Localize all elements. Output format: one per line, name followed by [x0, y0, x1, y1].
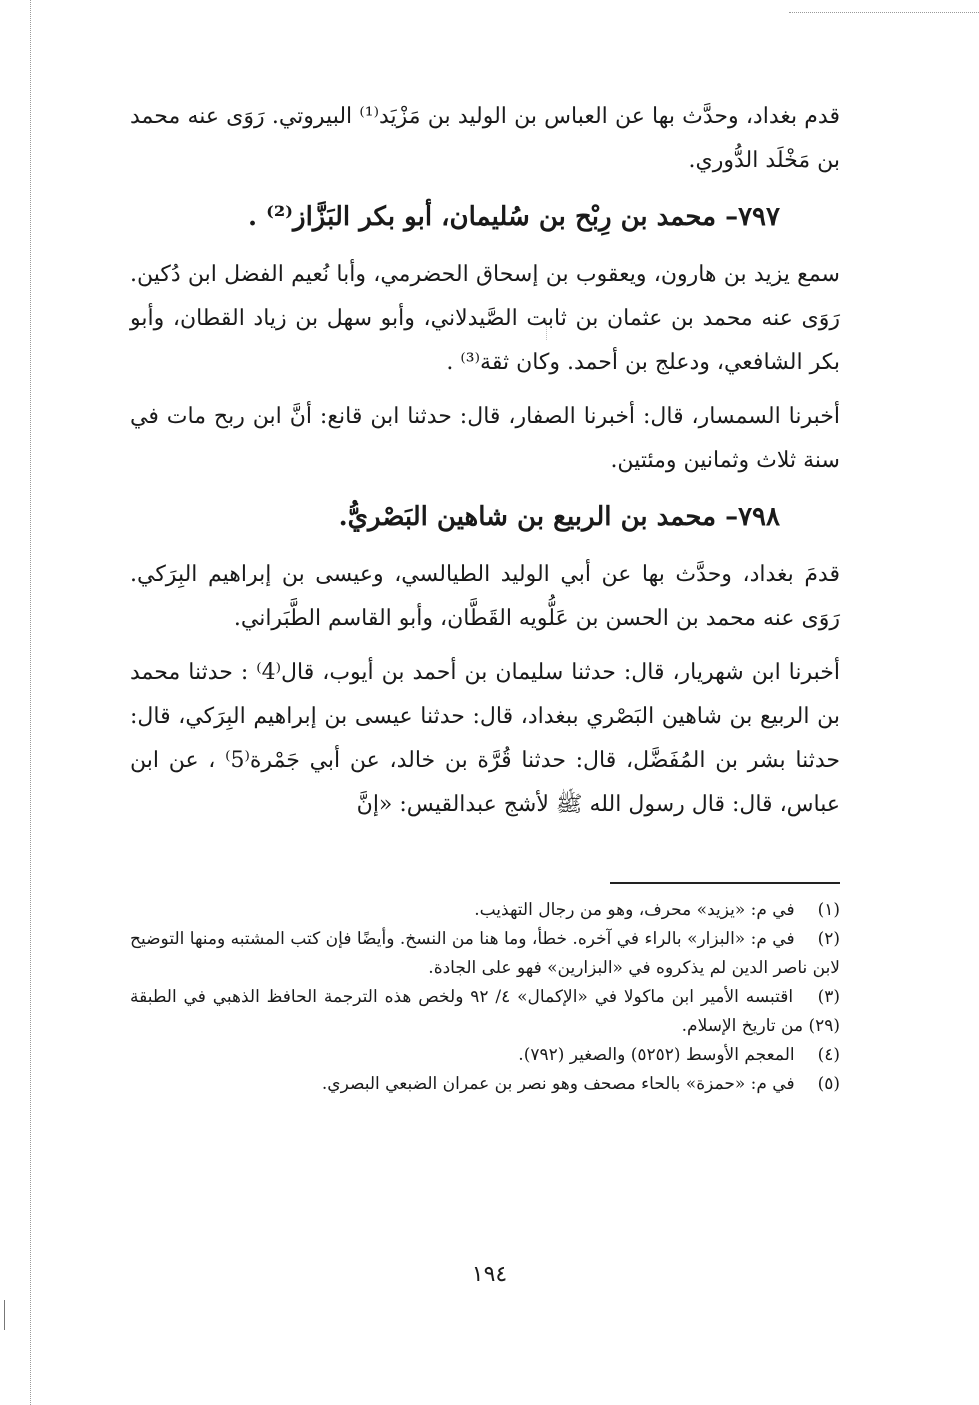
entry-797-heading: ٧٩٧– محمد بن رِبْح بن سُليمان، أبو بكر البَزَّاز⁽²⁾ . [248, 202, 780, 232]
entry-798-heading: ٧٩٨– محمد بن الربيع بن شاهين البَصْريُّ. [338, 502, 780, 532]
entry-797-paragraph-2: أخبرنا السمسار، قال: أخبرنا الصفار، قال: حدثنا ابن قانع: أنَّ ابن ربح مات في سنة ثلاث وثمانين ومئتين. [130, 404, 840, 473]
footnote-text: في م: «يزيد» محرف، وهو من رجال التهذيب. [474, 900, 795, 920]
entry-797-paragraph-1: سمع يزيد بن هارون، ويعقوب بن إسحاق الحضرمي، وأبا نُعيم الفضل ابن دُكين. رَوَى عنه محمد بن عثمان بن ثابت الصَّيدلاني، وأبو سهل بن زياد القطان، وأبو بكر الشافعي، ودعلج بن أحمد. وكان ثقة⁽³⁾ . [130, 262, 840, 375]
footnote-number: (٣) [817, 987, 840, 1007]
footnote-1 [130, 896, 840, 925]
footnote-text: اقتبسه الأمير ابن ماكولا في «الإكمال» ٤/ ٩٢ ولخص هذه الترجمة الحافظ الذهبي في الطبقة (٢٩) من تاريخ الإسلام. [130, 987, 840, 1036]
scan-edge-mark [4, 1300, 5, 1330]
entry-798-paragraph-2: أخبرنا ابن شهريار، قال: حدثنا سليمان بن أحمد بن أيوب، قال⁽4⁾ : حدثنا محمد بن الربيع بن شاهين البَصْري ببغداد، قال: حدثنا عيسى بن إبراهيم البِرَكي، قال: حدثنا بشر بن المُفَضَّل، قال: حدثنا قُرَّة بن خالد، عن أبي جَمْرة⁽5⁾ ، عن ابن عباس، قال: قال رسول الله ﷺ لأشج عبدالقيس: «إنَّ [130, 660, 840, 817]
footnote-number: (٥) [817, 1074, 840, 1094]
entry-798-paragraph-1: قدمَ بغداد، وحدَّث بها عن أبي الوليد الطيالسي، وعيسى بن إبراهيم البِرَكي. رَوَى عنه محمد بن الحسن بن عَلُّويه القَطَّان، وأبو القاسم الطَّبَراني. [130, 562, 840, 631]
footnote-text: في م: «البزار» بالراء في آخره. خطأ، وما هنا من النسخ. وأيضًا فإن كتب المشتبه ومنها التوضيح لابن ناصر الدين لم يذكروه في «البزارين» فهو على الجادة. [130, 929, 840, 978]
footnote-text: في م: «حمزة» بالحاء مصحف وهو نصر بن عمران الضبعي البصري. [321, 1074, 795, 1094]
footnote-number: (٤) [817, 1045, 840, 1065]
scan-top-line [789, 12, 979, 13]
footnote-5 [130, 1070, 840, 1099]
footnote-divider [610, 882, 840, 884]
footnote-3 [130, 983, 840, 1041]
footnotes [130, 896, 840, 1099]
page-body [130, 95, 840, 827]
footnote-number: (٢) [817, 929, 841, 949]
scan-margin-line [30, 0, 31, 1405]
footnote-4 [130, 1041, 840, 1070]
footnote-number: (١) [817, 900, 840, 920]
footnote-text: المعجم الأوسط (٥٢٥٢) والصغير (٧٩٢). [518, 1045, 795, 1065]
intro-paragraph: قدم بغداد، وحدَّث بها عن العباس بن الوليد بن مَزْيَد⁽¹⁾ البيروتي. رَوَى عنه محمد بن مَخْلَد الدُّوري. [130, 104, 840, 173]
footnote-2 [130, 925, 840, 983]
page-number: ١٩٤ [471, 1262, 508, 1287]
